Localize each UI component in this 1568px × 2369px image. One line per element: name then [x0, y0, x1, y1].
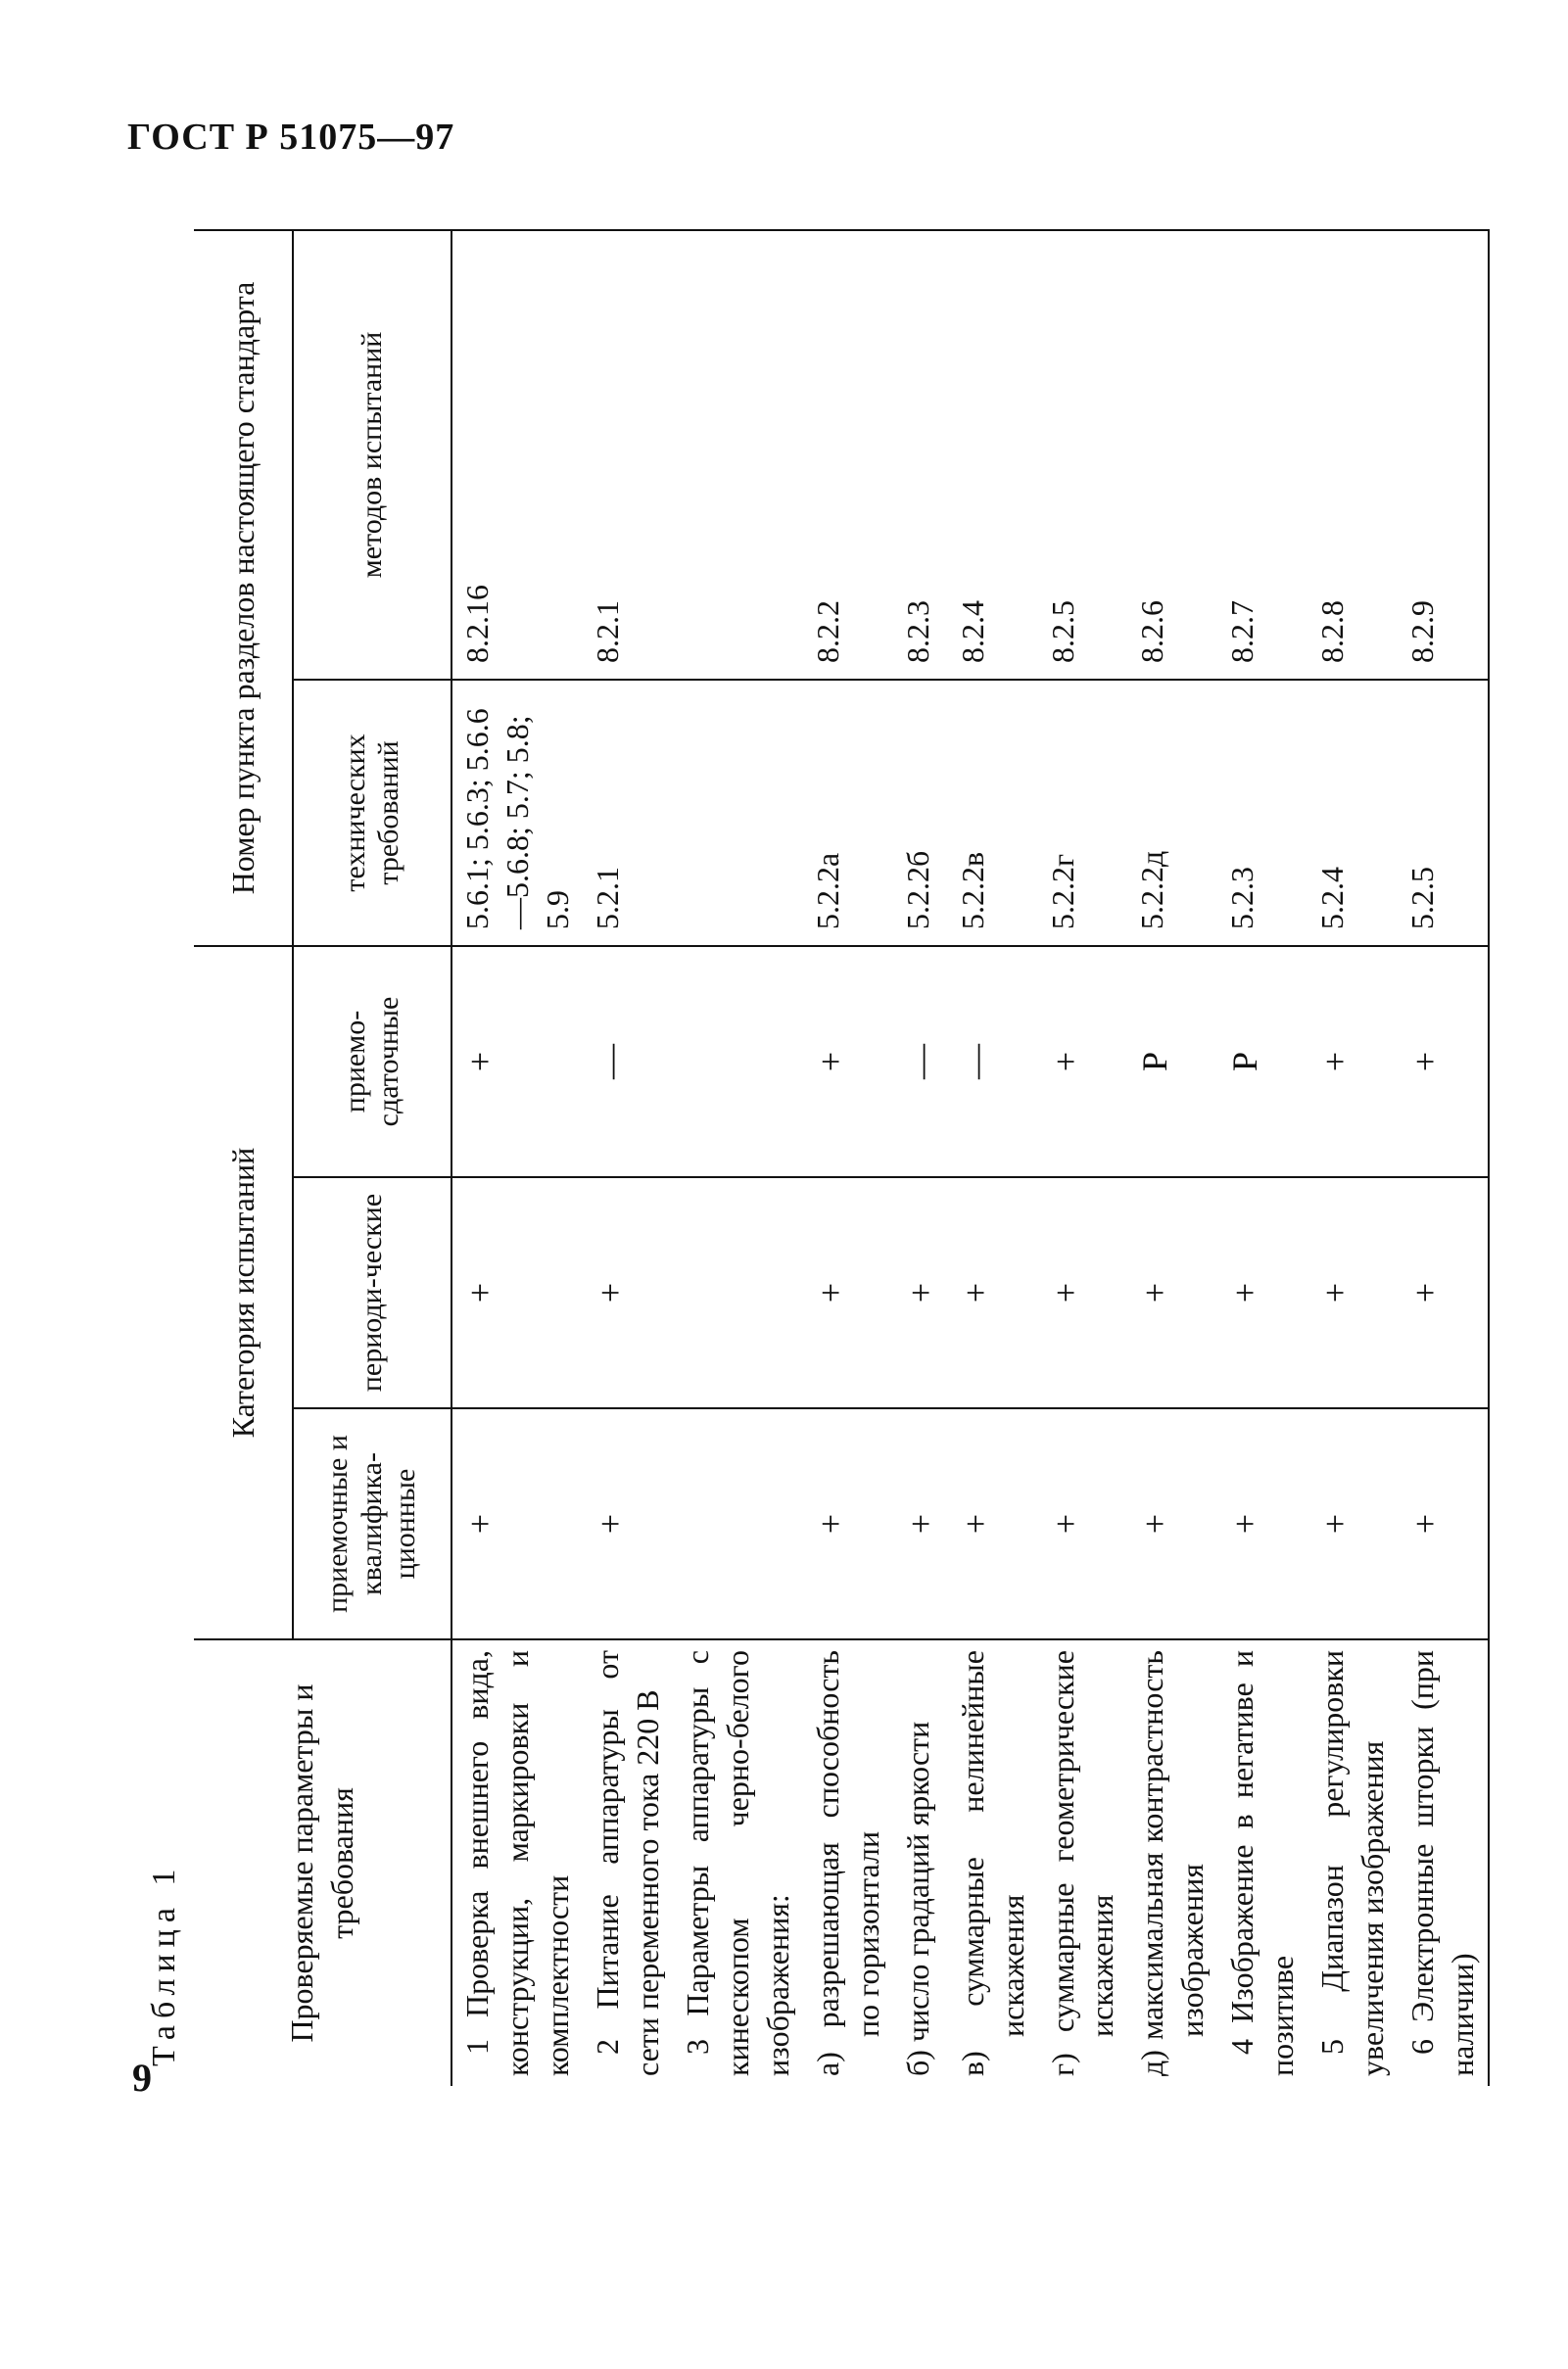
- methods-clause-cell: 8.2.1: [583, 230, 673, 680]
- param-cell: а) разрешающая способность по горизонтали: [803, 1639, 893, 2086]
- acceptance-mark-cell: —: [583, 946, 673, 1177]
- methods-clause-cell: 8.2.2: [803, 230, 893, 680]
- acceptance-mark-cell: +: [1307, 946, 1398, 1177]
- qual-mark-cell: +: [893, 1408, 948, 1639]
- param-cell: 5 Диапазон регулировки увеличения изображения: [1307, 1639, 1398, 2086]
- tech-clause-cell: [673, 680, 803, 946]
- table-row: [583, 230, 673, 2086]
- qual-mark-cell: +: [1038, 1408, 1128, 1639]
- methods-clause-cell: 8.2.9: [1398, 230, 1489, 680]
- tech-clause-cell: 5.2.2д: [1127, 680, 1217, 946]
- table-row: [1038, 230, 1128, 2086]
- periodic-mark-cell: +: [893, 1177, 948, 1408]
- periodic-mark-cell: [673, 1177, 803, 1408]
- header-category-periodic: периоди-ческие: [293, 1177, 451, 1408]
- methods-clause-cell: 8.2.3: [893, 230, 948, 680]
- acceptance-mark-cell: —: [893, 946, 948, 1177]
- tech-clause-cell: 5.2.2а: [803, 680, 893, 946]
- qual-mark-cell: +: [1127, 1408, 1217, 1639]
- periodic-mark-cell: +: [1307, 1177, 1398, 1408]
- periodic-mark-cell: +: [803, 1177, 893, 1408]
- acceptance-mark-cell: +: [1398, 946, 1489, 1177]
- rotated-table-block: [137, 225, 1481, 2086]
- test-categories-table: [194, 229, 1490, 2086]
- methods-clause-cell: 8.2.7: [1217, 230, 1307, 680]
- param-cell: 2 Питание аппаратуры от сети переменного тока 220 В: [583, 1639, 673, 2086]
- tech-clause-cell: 5.2.2в: [948, 680, 1038, 946]
- table-row: [948, 230, 1038, 2086]
- methods-clause-cell: 8.2.5: [1038, 230, 1128, 680]
- header-params: Проверяемые параметры и требования: [194, 1639, 451, 2086]
- param-cell: г) суммарные геометрические искажения: [1038, 1639, 1128, 2086]
- methods-clause-cell: 8.2.4: [948, 230, 1038, 680]
- header-category-group: Категория испытаний: [194, 946, 293, 1639]
- acceptance-mark-cell: Р: [1217, 946, 1307, 1177]
- qual-mark-cell: +: [948, 1408, 1038, 1639]
- qual-mark-cell: +: [803, 1408, 893, 1639]
- param-cell: в) суммарные нелинейные искажения: [948, 1639, 1038, 2086]
- acceptance-mark-cell: +: [1038, 946, 1128, 1177]
- table-header-row-1: [194, 230, 293, 2086]
- header-clause-tech: технических требований: [293, 680, 451, 946]
- tech-clause-cell: 5.2.5: [1398, 680, 1489, 946]
- methods-clause-cell: [673, 230, 803, 680]
- table-body: [451, 230, 1489, 2086]
- qual-mark-cell: [673, 1408, 803, 1639]
- methods-clause-cell: 8.2.8: [1307, 230, 1398, 680]
- header-category-qual: приемочные и квалифика-ционные: [293, 1408, 451, 1639]
- param-cell: 6 Электронные шторки (при наличии): [1398, 1639, 1489, 2086]
- table-row: [803, 230, 893, 2086]
- table-label: Таблица 1: [146, 1862, 182, 2066]
- tech-clause-cell: 5.2.3: [1217, 680, 1307, 946]
- qual-mark-cell: +: [583, 1408, 673, 1639]
- table-row: [1398, 230, 1489, 2086]
- periodic-mark-cell: +: [1038, 1177, 1128, 1408]
- tech-clause-cell: 5.2.2б: [893, 680, 948, 946]
- param-cell: д) максимальная контрастность изображения: [1127, 1639, 1217, 2086]
- page-number: 9: [132, 2056, 152, 2100]
- tech-clause-cell: 5.2.2г: [1038, 680, 1128, 946]
- acceptance-mark-cell: [673, 946, 803, 1177]
- table-row: [673, 230, 803, 2086]
- header-category-acceptance: приемо-сдаточные: [293, 946, 451, 1177]
- tech-clause-cell: 5.2.1: [583, 680, 673, 946]
- document-header: ГОСТ Р 51075—97: [127, 117, 455, 158]
- methods-clause-cell: 8.2.6: [1127, 230, 1217, 680]
- qual-mark-cell: +: [451, 1408, 583, 1639]
- qual-mark-cell: +: [1398, 1408, 1489, 1639]
- param-cell: 1 Проверка внешнего вида, конструкции, маркировки и комплектности: [451, 1639, 583, 2086]
- param-cell: 4 Изображение в негативе и позитиве: [1217, 1639, 1307, 2086]
- table-row: [1217, 230, 1307, 2086]
- methods-clause-cell: 8.2.16: [451, 230, 583, 680]
- periodic-mark-cell: +: [1398, 1177, 1489, 1408]
- periodic-mark-cell: +: [948, 1177, 1038, 1408]
- acceptance-mark-cell: +: [803, 946, 893, 1177]
- periodic-mark-cell: +: [1127, 1177, 1217, 1408]
- acceptance-mark-cell: +: [451, 946, 583, 1177]
- periodic-mark-cell: +: [451, 1177, 583, 1408]
- table-row: [1127, 230, 1217, 2086]
- param-cell: б) число градаций яркости: [893, 1639, 948, 2086]
- table-row: [1307, 230, 1398, 2086]
- periodic-mark-cell: +: [1217, 1177, 1307, 1408]
- periodic-mark-cell: +: [583, 1177, 673, 1408]
- qual-mark-cell: +: [1307, 1408, 1398, 1639]
- header-clause-group: Номер пункта разделов настоящего стандарта: [194, 230, 293, 946]
- param-cell: 3 Параметры аппаратуры с кинескопом черно-белого изображения:: [673, 1639, 803, 2086]
- table-row: [451, 230, 583, 2086]
- tech-clause-cell: 5.2.4: [1307, 680, 1398, 946]
- tech-clause-cell: 5.6.1; 5.6.3; 5.6.6—5.6.8; 5.7; 5.8; 5.9: [451, 680, 583, 946]
- table-row: [893, 230, 948, 2086]
- header-clause-methods: методов испытаний: [293, 230, 451, 680]
- acceptance-mark-cell: Р: [1127, 946, 1217, 1177]
- qual-mark-cell: +: [1217, 1408, 1307, 1639]
- acceptance-mark-cell: —: [948, 946, 1038, 1177]
